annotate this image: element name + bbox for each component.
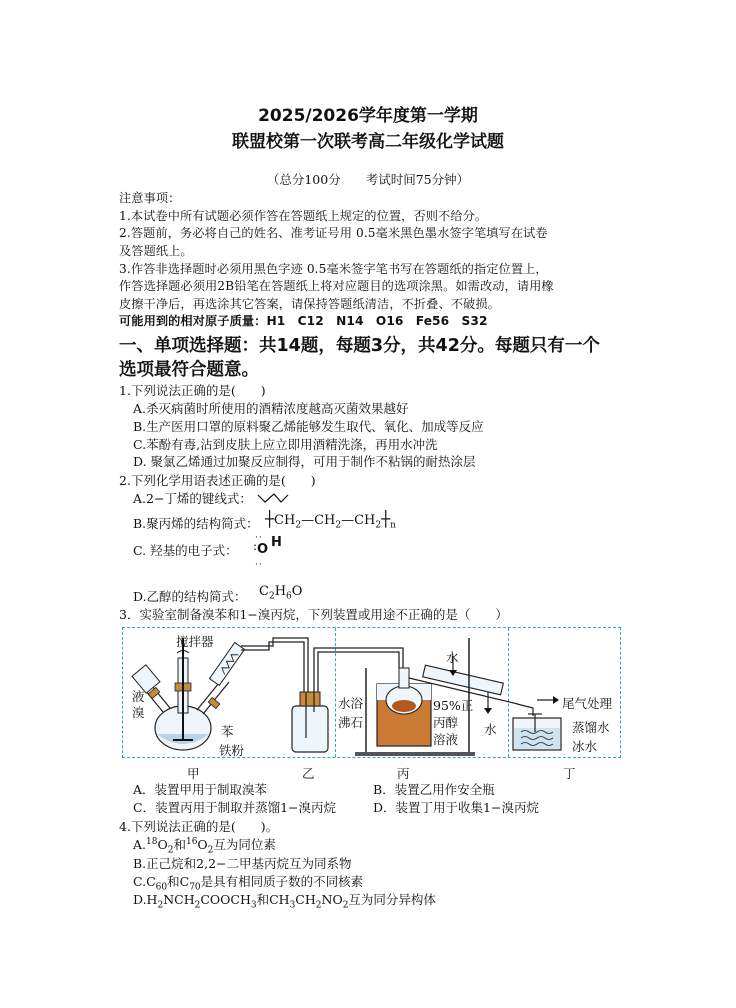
label-stirrer: 搅拌器 xyxy=(176,634,214,649)
q3-option-d: D．装置丁用于收集1−溴丙烷 xyxy=(373,800,539,815)
q3-option-b: B．装置乙用作安全瓶 xyxy=(373,782,495,797)
q2-stem: 2.下列化学用语表述正确的是( ) xyxy=(119,473,316,488)
label-propanol: 溶液 xyxy=(433,732,459,747)
q4-option-b: B.正己烷和2,2−二甲基丙烷互为同系物 xyxy=(133,856,352,871)
apparatus-bing: 丙 xyxy=(397,766,410,781)
label-water-out: 水 xyxy=(484,722,497,737)
label-propanol: 丙醇 xyxy=(433,715,459,730)
label-liquid: 液 xyxy=(132,689,145,704)
section-title-cont: 选项最符合题意。 xyxy=(119,360,259,380)
q4-option-d: $D.H_2NCH_2COOCH_3$和$CH_3CH_2NO_2$互为同分异构体 xyxy=(133,892,436,911)
q1-option-b: B.生产医用口罩的原料聚乙烯能够发生取代、氧化、加成等反应 xyxy=(133,419,484,434)
exam-title: 联盟校第一次联考高二年级化学试题 xyxy=(232,132,504,152)
q1-option-c: C.苯酚有毒,沾到皮肤上应立即用酒精洗涤，再用水冲洗 xyxy=(133,437,438,452)
exam-year-title: 2025/2026学年度第一学期 xyxy=(258,106,478,126)
q3-stem: 3．实验室制备溴苯和1−溴丙烷，下列装置或用途不正确的是（ ） xyxy=(119,607,508,622)
label-propanol: 95%正 xyxy=(433,698,474,713)
q2-option-b: B.聚丙烯的结构简式： xyxy=(133,516,259,531)
label-ice-water: 冰水 xyxy=(572,739,598,754)
exam-meta: （总分100分 考试时间75分钟） xyxy=(266,172,470,187)
atomic-masses: 可能用到的相对原子质量：H1 C12 N14 O16 Fe56 S32 xyxy=(119,314,488,328)
notice-line: 作答选择题必须用2B铅笔在答题纸上将对应题目的选项涂黑。如需改动，请用橡 xyxy=(119,279,554,293)
apparatus-yi: 乙 xyxy=(302,766,315,781)
label-benzene: 苯 xyxy=(221,724,234,739)
q4-option-a: $A.^{18}O_2$和$^{16}O_2$互为同位素 xyxy=(133,836,276,856)
notice-line: 皮擦干净后，再选涂其它答案，请保持答题纸清洁，不折叠、不破损。 xyxy=(119,297,500,311)
q4-stem: 4.下列说法正确的是( )。 xyxy=(119,819,279,834)
apparatus-jia: 甲 xyxy=(187,766,200,781)
q1-option-d: D. 聚氯乙烯通过加聚反应制得，可用于制作不粘锅的耐热涂层 xyxy=(133,454,476,469)
q2-option-a: A.2−丁烯的键线式： xyxy=(133,491,252,506)
label-distilled-water: 蒸馏水 xyxy=(572,720,610,735)
q2-option-d: D.乙醇的结构简式： xyxy=(133,589,247,604)
label-bromine: 溴 xyxy=(132,705,145,720)
label-water-bath: 水浴 xyxy=(338,696,364,711)
q4-option-c: $C.C_{60}$和$C_{70}$是具有相同质子数的不同核素 xyxy=(133,874,364,893)
q1-stem: 1.下列说法正确的是( ) xyxy=(119,383,266,398)
label-iron-powder: 铁粉 xyxy=(219,743,245,758)
notice-line: 2.答题前，务必将自己的姓名、准考证号用 0.5毫米黑色墨水签字笔填写在试卷 xyxy=(119,226,548,240)
label-water-in: 水 xyxy=(446,650,459,665)
ethanol-formula: $C_2H_6O$ xyxy=(259,584,303,602)
hydroxyl-electron-formula: ·· : O H ·· xyxy=(253,533,282,570)
apparatus-ding: 丁 xyxy=(563,766,576,781)
q3-option-c: C．装置丙用于制取并蒸馏1−溴丙烷 xyxy=(133,800,336,815)
notice-title: 注意事项： xyxy=(119,191,181,205)
label-tail-gas: 尾气处理 xyxy=(562,696,613,711)
notice-line: 1.本试卷中所有试题必须作答在答题纸上规定的位置，否则不给分。 xyxy=(119,209,488,223)
notice-line: 及答题纸上。 xyxy=(119,244,193,258)
q3-option-a: A．装置甲用于制取溴苯 xyxy=(133,782,268,797)
notice-line: 3.作答非选择题时必须用黑色字迹 0.5毫米签字笔书写在答题纸的指定位置上， xyxy=(119,262,548,276)
section-title: 一、单项选择题：共14题，每题3分，共42分。每题只有一个 xyxy=(119,336,600,356)
label-boiling-stone: 沸石 xyxy=(338,715,364,730)
q1-option-a: A.杀灭病菌时所使用的酒精浓度越高灭菌效果越好 xyxy=(133,401,409,416)
polypropylene-formula: $┼CH_2—CH_2—CH_2┼_n$ xyxy=(265,510,396,531)
butene-skeletal-formula xyxy=(256,491,290,505)
q2-option-c: C. 羟基的电子式： xyxy=(133,543,238,558)
